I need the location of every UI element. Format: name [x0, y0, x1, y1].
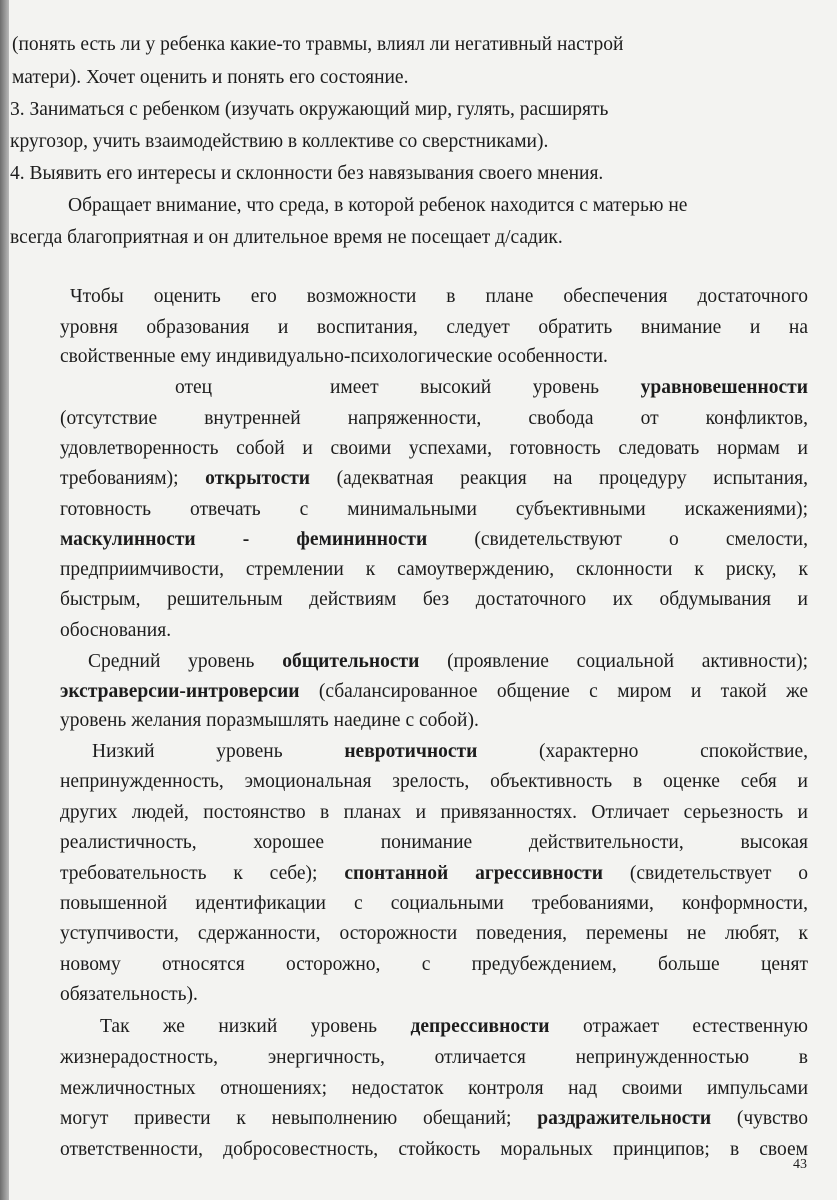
text-line	[60, 437, 808, 461]
text-run: (характерно спокойствие,	[477, 741, 808, 762]
text-run: отец	[175, 377, 213, 398]
text-run: обязательность).	[60, 984, 198, 1005]
text-run: повышенной идентификации с социальными требованиями, конформности,	[60, 893, 808, 914]
text-run: 3. Заниматься с ребенком (изучать окружающий мир, гулять, расширять	[10, 99, 609, 120]
bold-term: раздражительности	[537, 1108, 712, 1129]
text-line	[60, 1046, 808, 1070]
text-line	[60, 1138, 808, 1162]
text-run: удовлетворенность собой и своими успехами, готовность следовать нормам и	[60, 438, 808, 459]
text-run: (чувство	[711, 1108, 808, 1129]
text-line	[60, 588, 808, 612]
text-line	[60, 498, 808, 522]
text-line	[60, 892, 808, 916]
text-line	[100, 1015, 808, 1039]
text-run: непринужденность, эмоциональная зрелость, объективность в оценке себя и	[60, 771, 808, 792]
bold-term: невротичности	[344, 741, 478, 762]
text-run: (понять есть ли у ребенка какие-то травмы, влиял ли негативный настрой	[12, 34, 624, 55]
text-run: других людей, постоянство в планах и привязанностях. Отличает серьезность и	[60, 802, 808, 823]
text-line	[60, 831, 808, 855]
text-line	[330, 376, 808, 400]
text-line	[60, 467, 808, 491]
bold-term: экстраверсии-интроверсии	[60, 681, 300, 702]
text-line	[60, 345, 760, 369]
text-run: Так же низкий уровень	[100, 1016, 411, 1037]
text-line	[68, 194, 808, 218]
text-line	[175, 376, 235, 400]
text-run: межличностных отношениях; недостаток контроля над своими импульсами	[60, 1078, 808, 1099]
text-line	[88, 650, 808, 674]
text-line	[60, 407, 808, 431]
text-line	[10, 162, 770, 186]
text-run: могут привести к невыполнению обещаний;	[60, 1108, 538, 1129]
text-run: быстрым, решительным действиям без достаточного их обдумывания и	[60, 589, 808, 610]
text-line	[60, 770, 808, 794]
text-line	[60, 801, 808, 825]
bold-term: уравновешенности	[640, 377, 808, 398]
text-line	[12, 66, 712, 90]
text-line	[60, 680, 808, 704]
text-line	[60, 316, 808, 340]
bold-term: открытости	[205, 468, 311, 489]
text-line	[60, 1077, 808, 1101]
text-run: ответственности, добросовестность, стойкость моральных принципов; в своем	[60, 1139, 808, 1160]
text-line	[10, 98, 770, 122]
text-run: требовательность к себе);	[60, 863, 345, 884]
text-line	[10, 130, 710, 154]
text-line	[12, 33, 752, 57]
text-line	[10, 226, 730, 250]
text-line	[60, 528, 808, 552]
text-run: Чтобы оценить его возможности в плане обеспечения достаточного	[70, 286, 808, 307]
text-run: Низкий уровень	[92, 741, 345, 762]
text-run: всегда благоприятная и он длительное время не посещает д/садик.	[10, 227, 563, 248]
text-run: имеет высокий уровень	[330, 377, 641, 398]
text-line	[60, 983, 360, 1007]
text-run: (свидетельствуют о смелости,	[427, 529, 808, 550]
page-edge-shadow	[0, 0, 9, 1200]
page-number: 43	[793, 1157, 807, 1172]
text-run: (свидетельствует о	[602, 863, 808, 884]
text-run: свойственные ему индивидуально-психологические особенности.	[60, 346, 608, 367]
text-run: уровня образования и воспитания, следует обратить внимание и на	[60, 317, 808, 338]
text-run: предприимчивости, стремлении к самоутверждению, склонности к риску, к	[60, 559, 808, 580]
text-run: 4. Выявить его интересы и склонности без навязывания своего мнения.	[10, 163, 604, 184]
bold-term: депрессивности	[410, 1016, 550, 1037]
text-run: требованиям);	[60, 468, 206, 489]
text-run: Обращает внимание, что среда, в которой ребенок находится с матерью не	[68, 195, 688, 216]
text-line	[60, 558, 808, 582]
text-run: Средний уровень	[88, 651, 283, 672]
text-run: матери). Хочет оценить и понять его состояние.	[12, 67, 409, 88]
text-run: уровень желания поразмышлять наедине с собой).	[60, 710, 479, 731]
bold-term: общительности	[282, 651, 420, 672]
text-run: новому относятся осторожно, с предубеждением, больше ценят	[60, 954, 808, 975]
text-line	[60, 953, 808, 977]
text-line	[70, 285, 808, 309]
text-line	[92, 740, 808, 764]
text-run: (сбалансированное общение с миром и такой же	[299, 681, 808, 702]
text-run: отражает естественную	[549, 1016, 808, 1037]
text-line	[60, 709, 660, 733]
text-run: (отсутствие внутренней напряженности, свобода от конфликтов,	[60, 408, 808, 429]
text-run: (проявление социальной активности);	[419, 651, 808, 672]
text-run: кругозор, учить взаимодействию в коллективе со сверстниками).	[10, 131, 549, 152]
text-line	[60, 1107, 808, 1131]
text-line	[60, 862, 808, 886]
text-line	[60, 619, 360, 643]
text-line	[60, 922, 808, 946]
text-run: уступчивости, сдержанности, осторожности поведения, перемены не любят, к	[60, 923, 808, 944]
text-run: (адекватная реакция на процедуру испытания,	[310, 468, 808, 489]
text-run: обоснования.	[60, 620, 172, 641]
text-run: готовность отвечать с минимальными субъективными искажениями);	[60, 499, 808, 520]
bold-term: спонтанной агрессивности	[344, 863, 603, 884]
bold-term: маскулинности - фемининности	[60, 529, 428, 550]
text-run: жизнерадостность, энергичность, отличается непринужденностью в	[60, 1047, 808, 1068]
text-run: реалистичность, хорошее понимание действительности, высокая	[60, 832, 808, 853]
